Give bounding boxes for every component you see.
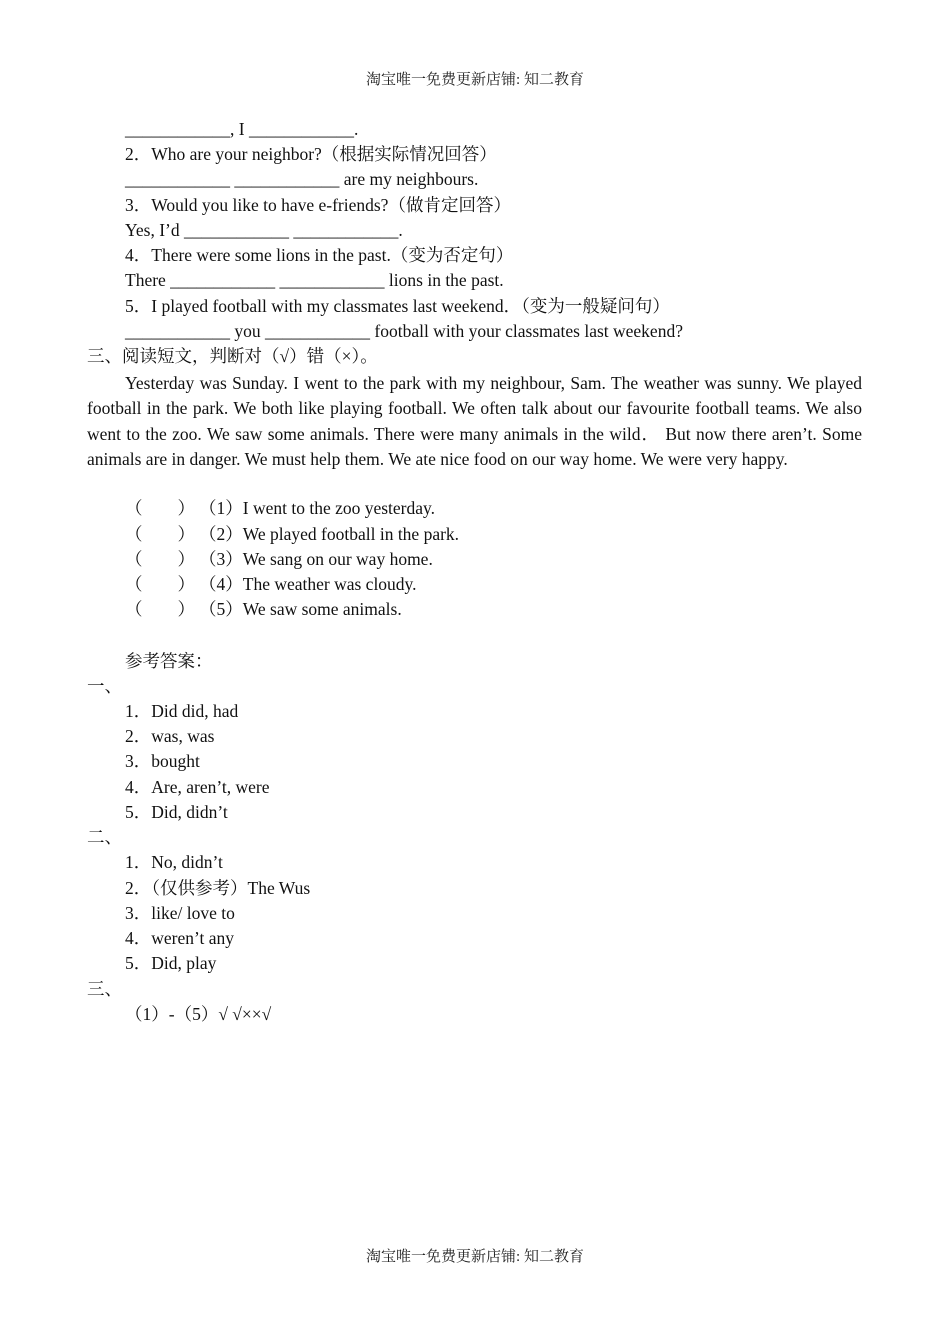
answer-paren[interactable]: （ ） [125, 524, 195, 544]
transform-line-3: ____________ ____________ are my neighbours. [125, 169, 479, 189]
tf-item-4 [125, 574, 417, 594]
tf-item-text: （5）We saw some animals. [199, 599, 402, 619]
answer-3-1: （1）-（5）√ √××√ [125, 1004, 272, 1024]
tf-item-1 [125, 498, 435, 518]
transform-line-4: 3．Would you like to have e-friends?（做肯定回答） [125, 195, 511, 215]
answer-paren[interactable]: （ ） [125, 498, 195, 518]
answers-title: 参考答案： [125, 651, 213, 671]
answer-paren[interactable]: （ ） [125, 574, 195, 594]
transform-line-1: ____________, I ____________. [125, 119, 359, 139]
answer-1-1: 1．Did did, had [125, 701, 239, 721]
answer-2-4: 4．weren’t any [125, 928, 235, 948]
answer-1-2: 2．was, was [125, 726, 215, 746]
answer-paren[interactable]: （ ） [125, 599, 195, 619]
transform-line-9: ____________ you ____________ football with your classmates last weekend? [125, 321, 683, 341]
answer-1-4: 4．Are, aren’t, were [125, 777, 270, 797]
answer-2-5: 5．Did, play [125, 953, 217, 973]
tf-item-text: （4）The weather was cloudy. [199, 574, 417, 594]
tf-item-5 [125, 599, 402, 619]
answers-part1-label: 一、 [87, 676, 122, 696]
answer-2-2: 2．（仅供参考）The Wus [125, 878, 311, 898]
page-header: 淘宝唯一免费更新店铺: 知二教育 [366, 72, 584, 88]
reading-passage: Yesterday was Sunday. I went to the park with my neighbour, Sam. The weather was sunny. We played football in the park. We both like playing football. We often talk about our favourite football teams. We also went to the zoo. We saw some animals. There were many animals in the wild． But now there aren’t. Some animals are in danger. We must help them. We ate nice food on our way home. We were very happy. [87, 373, 862, 469]
answers-part3-label: 三、 [87, 979, 122, 999]
answer-1-3: 3．bought [125, 751, 200, 771]
tf-item-3 [125, 549, 433, 569]
transform-line-7: There ____________ ____________ lions in the past. [125, 270, 504, 290]
tf-item-2 [125, 524, 459, 544]
transform-line-8: 5．I played football with my classmates last weekend．（变为一般疑问句） [125, 296, 670, 316]
transform-line-2: 2．Who are your neighbor?（根据实际情况回答） [125, 144, 497, 164]
tf-item-text: （3）We sang on our way home. [199, 549, 433, 569]
tf-item-text: （2）We played football in the park. [199, 524, 460, 544]
transform-line-6: 4．There were some lions in the past.（变为否定句） [125, 245, 514, 265]
answer-paren[interactable]: （ ） [125, 549, 195, 569]
page-footer: 淘宝唯一免费更新店铺: 知二教育 [366, 1249, 584, 1265]
answer-2-1: 1．No, didn’t [125, 852, 223, 872]
section3-title: 三、阅读短文，判断对（√）错（×）。 [87, 346, 378, 366]
answers-part2-label: 二、 [87, 827, 122, 847]
transform-line-5: Yes, I’d ____________ ____________. [125, 220, 403, 240]
tf-item-text: （1）I went to the zoo yesterday. [199, 498, 436, 518]
answer-1-5: 5．Did, didn’t [125, 802, 228, 822]
answer-2-3: 3．like/ love to [125, 903, 235, 923]
